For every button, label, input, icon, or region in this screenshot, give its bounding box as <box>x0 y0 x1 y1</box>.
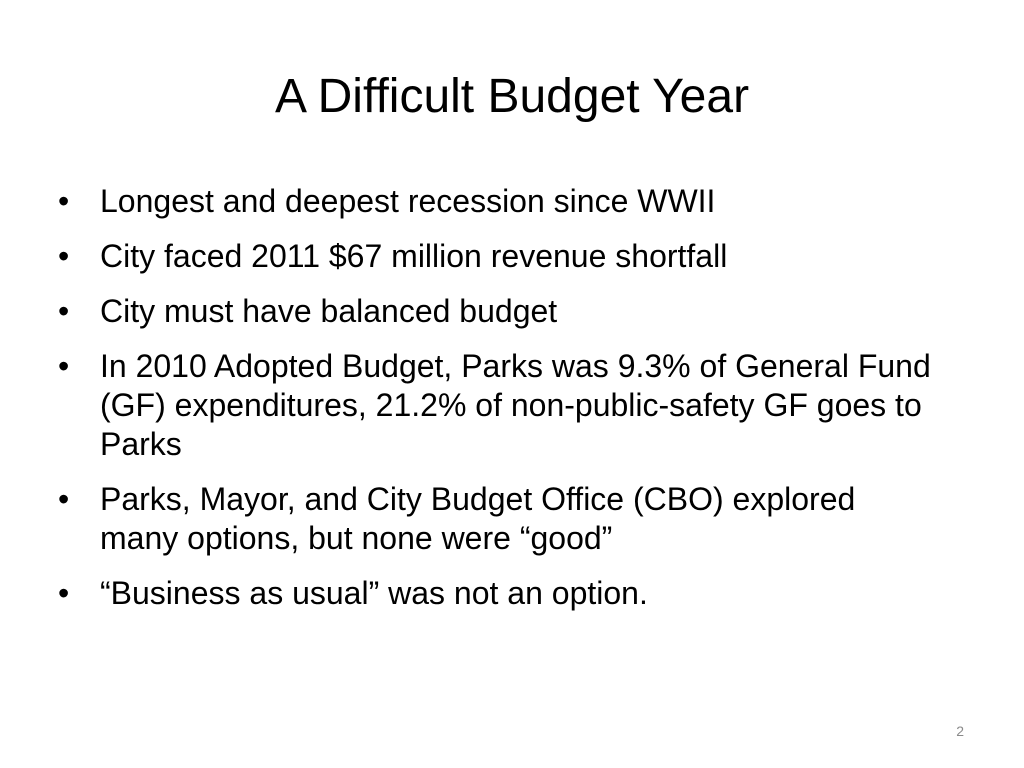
bullet-text: City faced 2011 $67 million revenue shortfall <box>100 238 728 274</box>
bullet-item <box>52 480 932 558</box>
bullet-dot-icon: • <box>58 293 70 329</box>
bullet-text: Longest and deepest recession since WWII <box>100 183 716 219</box>
bullet-dot-icon: • <box>58 481 70 517</box>
bullet-item <box>52 574 932 613</box>
slide-number: 2 <box>956 723 964 739</box>
bullet-text: In 2010 Adopted Budget, Parks was 9.3% of General Fund (GF) expenditures, 21.2% of non-public-safety GF goes to Parks <box>100 348 931 462</box>
bullet-dot-icon: • <box>58 238 70 274</box>
bullet-text: City must have balanced budget <box>100 293 558 329</box>
bullet-item <box>52 347 932 464</box>
bullet-text: Parks, Mayor, and City Budget Office (CBO) explored many options, but none were “good” <box>100 481 856 556</box>
bullet-item <box>52 237 932 276</box>
bullet-dot-icon: • <box>58 183 70 219</box>
bullet-dot-icon: • <box>58 575 70 611</box>
bullet-dot-icon: • <box>58 348 70 384</box>
bullet-text: “Business as usual” was not an option. <box>100 575 648 611</box>
bullet-item <box>52 292 932 331</box>
slide-title: A Difficult Budget Year <box>274 70 750 123</box>
bullet-list <box>52 182 932 629</box>
bullet-item <box>52 182 932 221</box>
